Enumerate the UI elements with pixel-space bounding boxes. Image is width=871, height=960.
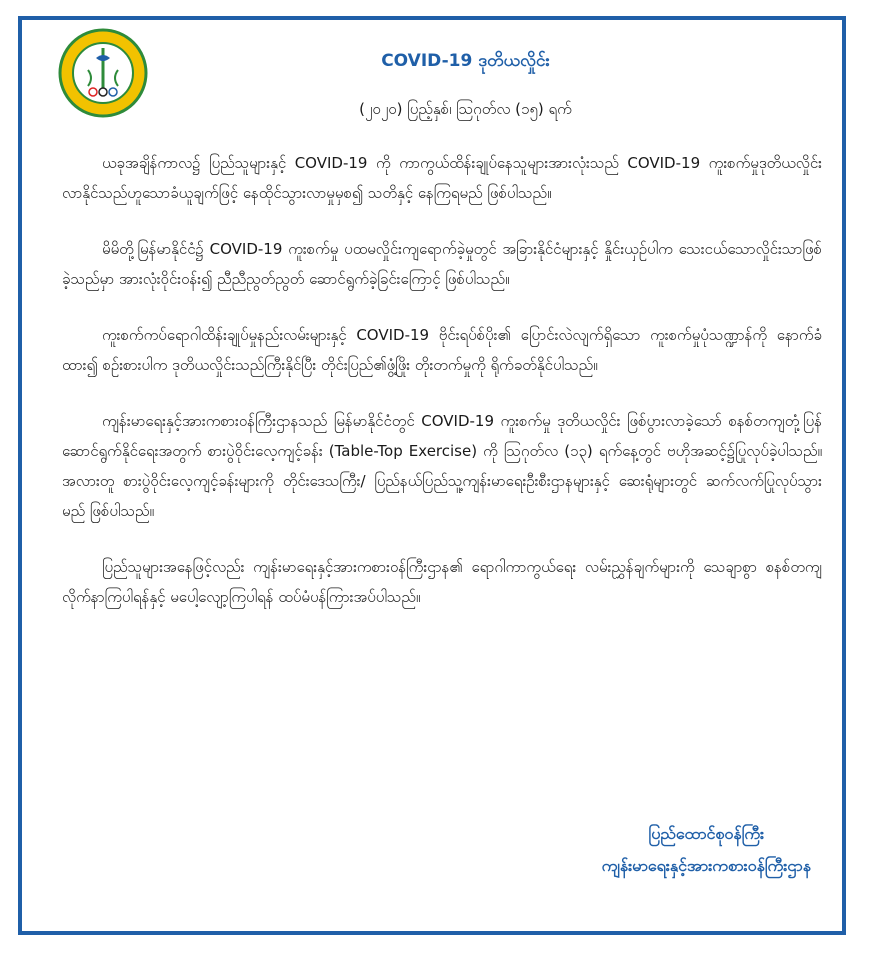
- paragraph: မိမိတို့မြန်မာနိုင်ငံ၌ COVID-19 ကူးစက်မှု ပထမလှိုင်းကျရောက်ခဲ့မှုတွင် အခြားနိုင်ငံများနှင့် နှိုင်းယှဉ်ပါက သေးငယ်သောလှိုင်းသာဖြစ်ခဲ့သည်မှာ အားလုံးဝိုင်းဝန်း၍ ညီညီညွတ်ညွတ် ဆောင်ရွက်ခဲ့ခြင်းကြောင့် ဖြစ်ပါသည်။: [62, 240, 822, 288]
- paragraph: ယခုအချိန်ကာလ၌ ပြည်သူများနှင့် COVID-19 ကို ကာကွယ်ထိန်းချုပ်နေသူများအားလုံးသည် COVID-19 ကူးစက်မှုဒုတိယလှိုင်း လာနိုင်သည်ဟူသောခံယူချက်ဖြင့် နေထိုင်သွားလာမှုမှစ၍ သတိနှင့် နေကြရမည် ဖြစ်ပါသည်။: [62, 154, 822, 202]
- signature-line-1: ပြည်ထောင်စုဝန်ကြီး: [648, 824, 765, 843]
- page-title: COVID-19 ဒုတိယလှိုင်း: [381, 51, 550, 71]
- issue-date: (၂၀၂၀) ပြည့်နှစ်၊ ဩဂုတ်လ (၁၅) ရက်: [359, 100, 572, 118]
- paragraph: ကျန်းမာရေးနှင့်အားကစားဝန်ကြီးဌာနသည် မြန်မာနိုင်ငံတွင် COVID-19 ကူးစက်မှု ဒုတိယလှိုင်း ဖြစ်ပွားလာခဲ့သော် စနစ်တကျတုံ့ပြန်ဆောင်ရွက်နိုင်ရေးအတွက် စားပွဲဝိုင်းလေ့ကျင့်ခန်း (Table-Top Exercise) ကို ဩဂုတ်လ (၁၃) ရက်နေ့တွင် ဗဟိုအဆင့်၌ပြုလုပ်ခဲ့ပါသည်။ အလားတူ စားပွဲဝိုင်းလေ့ကျင့်ခန်းများကို တိုင်းဒေသကြီး/ ပြည်နယ်ပြည်သူ့ကျန်းမာရေးဦးစီးဌာနများနှင့် ဆေးရုံများတွင် ဆက်လက်ပြုလုပ်သွားမည် ဖြစ်ပါသည်။: [62, 412, 822, 520]
- paragraph: ပြည်သူများအနေဖြင့်လည်း ကျန်းမာရေးနှင့်အားကစားဝန်ကြီးဌာန၏ ရောဂါကာကွယ်ရေး လမ်းညွှန်ချက်များကို သေချာစွာ စနစ်တကျလိုက်နာကြပါရန်နှင့် မပေါ့လျော့ကြပါရန် ထပ်မံပန်ကြားအပ်ပါသည်။: [62, 558, 822, 606]
- paragraph: ကူးစက်ကပ်ရောဂါထိန်းချုပ်မှုနည်းလမ်းများနှင့် COVID-19 ဗိုင်းရပ်စ်ပိုး၏ ပြောင်းလဲလျက်ရှိသော ကူးစက်မှုပုံသဏ္ဍာန်ကို နောက်ခံထား၍ စဉ်းစားပါက ဒုတိယလှိုင်းသည်ကြီးနိုင်ပြီး တိုင်းပြည်၏ဖွံ့ဖြိုး တိုးတက်မှုကို ရိုက်ခတ်နိုင်ပါသည်။: [62, 326, 822, 374]
- signature-block: [602, 818, 811, 882]
- document-body: [62, 148, 822, 638]
- signature-line-2: ကျန်းမာရေးနှင့်အားကစားဝန်ကြီးဌာန: [601, 856, 811, 875]
